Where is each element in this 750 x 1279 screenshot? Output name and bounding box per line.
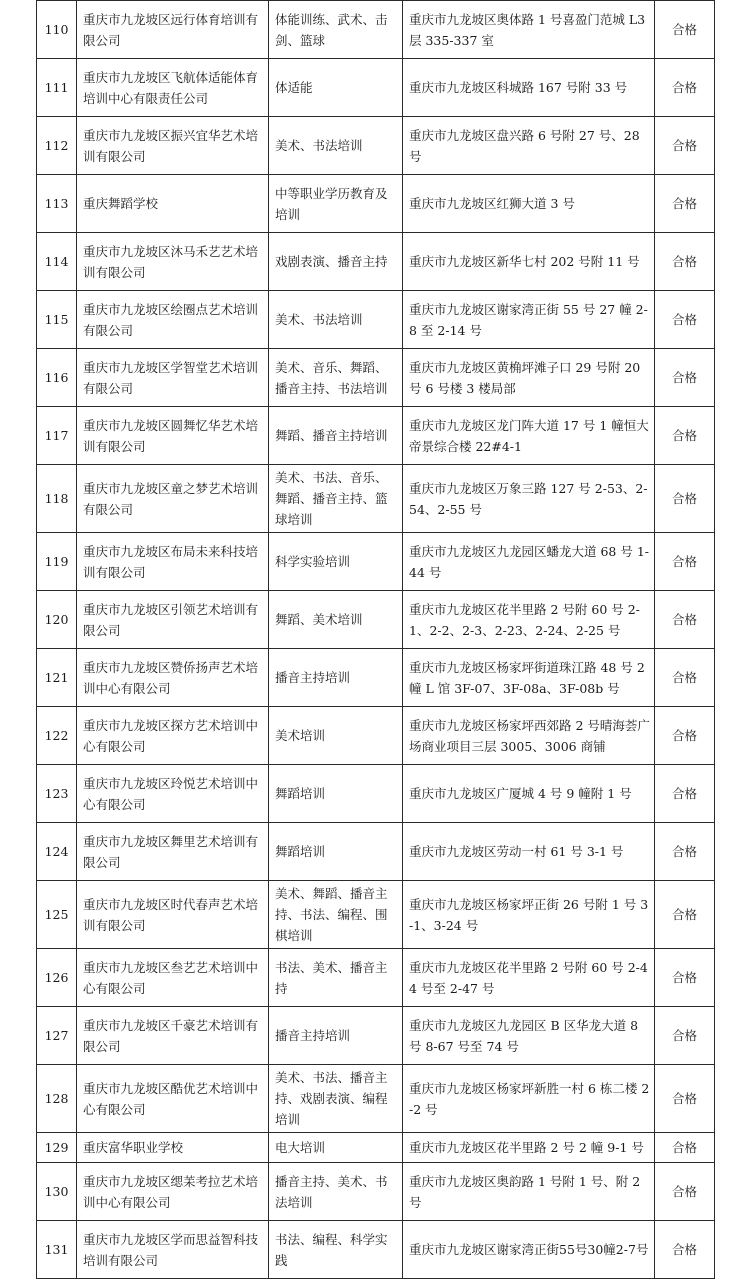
institution-name: 重庆舞蹈学校 bbox=[77, 175, 269, 233]
training-scope: 中等职业学历教育及培训 bbox=[269, 175, 403, 233]
training-scope: 播音主持培训 bbox=[269, 1007, 403, 1065]
row-number: 131 bbox=[37, 1221, 77, 1279]
table-row bbox=[37, 1163, 715, 1221]
institution-name: 重庆市九龙坡区玲悦艺术培训中心有限公司 bbox=[77, 765, 269, 823]
institution-name: 重庆市九龙坡区童之梦艺术培训有限公司 bbox=[77, 465, 269, 533]
training-scope: 舞蹈、美术培训 bbox=[269, 591, 403, 649]
inspection-result: 合格 bbox=[655, 1221, 715, 1279]
row-number: 125 bbox=[37, 881, 77, 949]
table-row bbox=[37, 349, 715, 407]
inspection-result: 合格 bbox=[655, 823, 715, 881]
inspection-result: 合格 bbox=[655, 591, 715, 649]
row-number: 119 bbox=[37, 533, 77, 591]
training-scope: 美术、音乐、舞蹈、播音主持、书法培训 bbox=[269, 349, 403, 407]
table-row bbox=[37, 707, 715, 765]
inspection-result: 合格 bbox=[655, 649, 715, 707]
institution-address: 重庆市九龙坡区九龙园区蟠龙大道 68 号 1-44 号 bbox=[403, 533, 655, 591]
institution-address: 重庆市九龙坡区科城路 167 号附 33 号 bbox=[403, 59, 655, 117]
training-scope: 科学实验培训 bbox=[269, 533, 403, 591]
row-number: 121 bbox=[37, 649, 77, 707]
inspection-result: 合格 bbox=[655, 349, 715, 407]
training-scope: 体适能 bbox=[269, 59, 403, 117]
table-row bbox=[37, 465, 715, 533]
inspection-result: 合格 bbox=[655, 1007, 715, 1065]
table-row bbox=[37, 591, 715, 649]
inspection-result: 合格 bbox=[655, 407, 715, 465]
table-row bbox=[37, 1133, 715, 1163]
training-scope: 播音主持、美术、书法培训 bbox=[269, 1163, 403, 1221]
institution-name: 重庆市九龙坡区振兴宜华艺术培训有限公司 bbox=[77, 117, 269, 175]
institution-address: 重庆市九龙坡区谢家湾正街55号30幢2-7号 bbox=[403, 1221, 655, 1279]
institution-address: 重庆市九龙坡区杨家坪正街 26 号附 1 号 3-1、3-24 号 bbox=[403, 881, 655, 949]
row-number: 118 bbox=[37, 465, 77, 533]
institution-name: 重庆市九龙坡区缌苿考拉艺术培训中心有限公司 bbox=[77, 1163, 269, 1221]
institution-name: 重庆市九龙坡区绘圈点艺术培训有限公司 bbox=[77, 291, 269, 349]
training-scope: 舞蹈培训 bbox=[269, 823, 403, 881]
table-row bbox=[37, 1221, 715, 1279]
institution-name: 重庆市九龙坡区千豪艺术培训有限公司 bbox=[77, 1007, 269, 1065]
row-number: 112 bbox=[37, 117, 77, 175]
row-number: 111 bbox=[37, 59, 77, 117]
row-number: 130 bbox=[37, 1163, 77, 1221]
institution-address: 重庆市九龙坡区黄桷坪滩子口 29 号附 20 号 6 号楼 3 楼局部 bbox=[403, 349, 655, 407]
inspection-result: 合格 bbox=[655, 949, 715, 1007]
table-row bbox=[37, 117, 715, 175]
inspection-result: 合格 bbox=[655, 465, 715, 533]
row-number: 116 bbox=[37, 349, 77, 407]
institution-address: 重庆市九龙坡区九龙园区 B 区华龙大道 8 号 8-67 号至 74 号 bbox=[403, 1007, 655, 1065]
institution-name: 重庆市九龙坡区远行体育培训有限公司 bbox=[77, 1, 269, 59]
row-number: 128 bbox=[37, 1065, 77, 1133]
institution-name: 重庆市九龙坡区沐马禾艺艺术培训有限公司 bbox=[77, 233, 269, 291]
institution-address: 重庆市九龙坡区广厦城 4 号 9 幢附 1 号 bbox=[403, 765, 655, 823]
institution-address: 重庆市九龙坡区花半里路 2 号 2 幢 9-1 号 bbox=[403, 1133, 655, 1163]
row-number: 120 bbox=[37, 591, 77, 649]
row-number: 123 bbox=[37, 765, 77, 823]
institution-address: 重庆市九龙坡区花半里路 2 号附 60 号 2-44 号至 2-47 号 bbox=[403, 949, 655, 1007]
table-row bbox=[37, 533, 715, 591]
table-row bbox=[37, 823, 715, 881]
table-row bbox=[37, 1, 715, 59]
inspection-result: 合格 bbox=[655, 707, 715, 765]
institution-name: 重庆市九龙坡区舞里艺术培训有限公司 bbox=[77, 823, 269, 881]
training-scope: 体能训练、武术、击剑、篮球 bbox=[269, 1, 403, 59]
table-row bbox=[37, 233, 715, 291]
inspection-result: 合格 bbox=[655, 533, 715, 591]
row-number: 122 bbox=[37, 707, 77, 765]
table-body bbox=[37, 1, 715, 1279]
inspection-result: 合格 bbox=[655, 175, 715, 233]
row-number: 127 bbox=[37, 1007, 77, 1065]
inspection-result: 合格 bbox=[655, 881, 715, 949]
institution-address: 重庆市九龙坡区龙门阵大道 17 号 1 幢恒大帝景综合楼 22#4-1 bbox=[403, 407, 655, 465]
training-scope: 美术、书法、音乐、舞蹈、播音主持、篮球培训 bbox=[269, 465, 403, 533]
institution-address: 重庆市九龙坡区红狮大道 3 号 bbox=[403, 175, 655, 233]
institution-address: 重庆市九龙坡区劳动一村 61 号 3-1 号 bbox=[403, 823, 655, 881]
inspection-result: 合格 bbox=[655, 1163, 715, 1221]
institution-table bbox=[36, 0, 715, 1279]
inspection-result: 合格 bbox=[655, 1065, 715, 1133]
inspection-result: 合格 bbox=[655, 1, 715, 59]
training-scope: 电大培训 bbox=[269, 1133, 403, 1163]
institution-address: 重庆市九龙坡区杨家坪街道珠江路 48 号 2 幢 L 馆 3F-07、3F-08a、3F-08b 号 bbox=[403, 649, 655, 707]
training-scope: 舞蹈培训 bbox=[269, 765, 403, 823]
table-row bbox=[37, 881, 715, 949]
institution-name: 重庆富华职业学校 bbox=[77, 1133, 269, 1163]
training-scope: 美术、舞蹈、播音主持、书法、编程、围棋培训 bbox=[269, 881, 403, 949]
institution-name: 重庆市九龙坡区酷优艺术培训中心有限公司 bbox=[77, 1065, 269, 1133]
table-row bbox=[37, 949, 715, 1007]
table-row bbox=[37, 1065, 715, 1133]
inspection-result: 合格 bbox=[655, 291, 715, 349]
inspection-result: 合格 bbox=[655, 59, 715, 117]
inspection-result: 合格 bbox=[655, 765, 715, 823]
institution-address: 重庆市九龙坡区奥体路 1 号喜盈门范城 L3 层 335-337 室 bbox=[403, 1, 655, 59]
row-number: 124 bbox=[37, 823, 77, 881]
table-row bbox=[37, 765, 715, 823]
row-number: 117 bbox=[37, 407, 77, 465]
institution-address: 重庆市九龙坡区万象三路 127 号 2-53、2-54、2-55 号 bbox=[403, 465, 655, 533]
table-row bbox=[37, 59, 715, 117]
row-number: 129 bbox=[37, 1133, 77, 1163]
row-number: 113 bbox=[37, 175, 77, 233]
institution-name: 重庆市九龙坡区飞航体适能体育培训中心有限责任公司 bbox=[77, 59, 269, 117]
table-row bbox=[37, 407, 715, 465]
row-number: 114 bbox=[37, 233, 77, 291]
institution-name: 重庆市九龙坡区引领艺术培训有限公司 bbox=[77, 591, 269, 649]
row-number: 115 bbox=[37, 291, 77, 349]
table-row bbox=[37, 291, 715, 349]
training-scope: 舞蹈、播音主持培训 bbox=[269, 407, 403, 465]
training-scope: 美术、书法培训 bbox=[269, 117, 403, 175]
institution-address: 重庆市九龙坡区新华七村 202 号附 11 号 bbox=[403, 233, 655, 291]
inspection-result: 合格 bbox=[655, 233, 715, 291]
training-scope: 美术、书法、播音主持、戏剧表演、编程培训 bbox=[269, 1065, 403, 1133]
institution-address: 重庆市九龙坡区杨家坪新胜一村 6 栋二楼 2-2 号 bbox=[403, 1065, 655, 1133]
table-row bbox=[37, 649, 715, 707]
training-scope: 播音主持培训 bbox=[269, 649, 403, 707]
institution-name: 重庆市九龙坡区赞侨扬声艺术培训中心有限公司 bbox=[77, 649, 269, 707]
institution-address: 重庆市九龙坡区花半里路 2 号附 60 号 2-1、2-2、2-3、2-23、2-24、2-25 号 bbox=[403, 591, 655, 649]
training-scope: 书法、编程、科学实践 bbox=[269, 1221, 403, 1279]
table-row bbox=[37, 1007, 715, 1065]
institution-name: 重庆市九龙坡区叁艺艺术培训中心有限公司 bbox=[77, 949, 269, 1007]
training-scope: 戏剧表演、播音主持 bbox=[269, 233, 403, 291]
institution-name: 重庆市九龙坡区时代春声艺术培训有限公司 bbox=[77, 881, 269, 949]
table-row bbox=[37, 175, 715, 233]
row-number: 110 bbox=[37, 1, 77, 59]
institution-name: 重庆市九龙坡区学而思益智科技培训有限公司 bbox=[77, 1221, 269, 1279]
institution-name: 重庆市九龙坡区布局未来科技培训有限公司 bbox=[77, 533, 269, 591]
inspection-result: 合格 bbox=[655, 1133, 715, 1163]
institution-address: 重庆市九龙坡区谢家湾正街 55 号 27 幢 2-8 至 2-14 号 bbox=[403, 291, 655, 349]
institution-name: 重庆市九龙坡区圆舞忆华艺术培训有限公司 bbox=[77, 407, 269, 465]
institution-name: 重庆市九龙坡区学智堂艺术培训有限公司 bbox=[77, 349, 269, 407]
institution-address: 重庆市九龙坡区盘兴路 6 号附 27 号、28 号 bbox=[403, 117, 655, 175]
inspection-result: 合格 bbox=[655, 117, 715, 175]
institution-address: 重庆市九龙坡区杨家坪西郊路 2 号晴海荟广场商业项目三层 3005、3006 商铺 bbox=[403, 707, 655, 765]
training-scope: 美术、书法培训 bbox=[269, 291, 403, 349]
row-number: 126 bbox=[37, 949, 77, 1007]
training-scope: 书法、美术、播音主持 bbox=[269, 949, 403, 1007]
institution-address: 重庆市九龙坡区奥韵路 1 号附 1 号、附 2 号 bbox=[403, 1163, 655, 1221]
institution-name: 重庆市九龙坡区探方艺术培训中心有限公司 bbox=[77, 707, 269, 765]
training-scope: 美术培训 bbox=[269, 707, 403, 765]
